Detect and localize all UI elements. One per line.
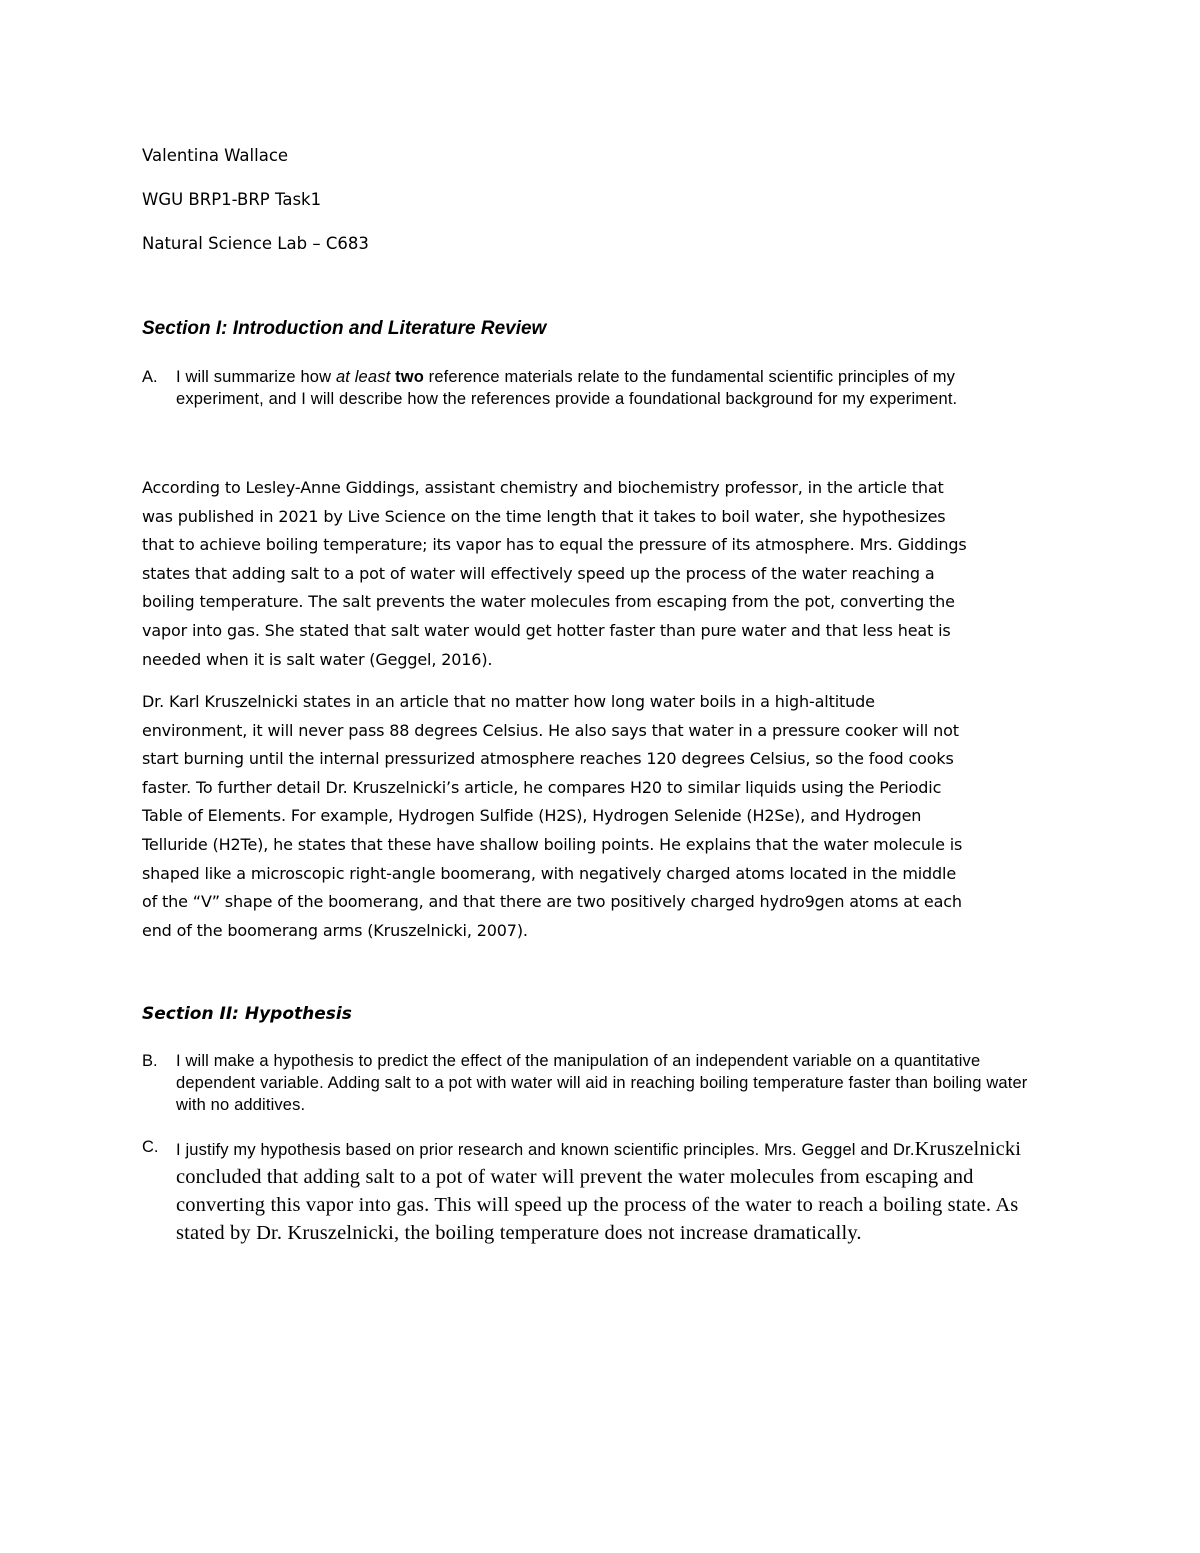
item-a-text-bold: two bbox=[390, 368, 424, 386]
paragraph-line: According to Lesley-Anne Giddings, assistant chemistry and biochemistry professor, in the article that bbox=[142, 478, 944, 497]
paragraph-giddings bbox=[142, 474, 1062, 674]
section-1-title: Section I: Introduction and Literature Review bbox=[142, 318, 547, 339]
paragraph-line: faster. To further detail Dr. Kruszelnicki’s article, he compares H20 to similar liquids using the Periodic bbox=[142, 777, 942, 797]
paragraph-line: Table of Elements. For example, Hydrogen Sulfide (H2S), Hydrogen Selenide (H2Se), and Hydrogen bbox=[142, 806, 922, 826]
list-marker-a: A. bbox=[142, 368, 158, 386]
paragraph-line: of the “V” shape of the boomerang, and that there are two positively charged hydro9gen atoms at each bbox=[142, 892, 962, 912]
paragraph-line: environment, it will never pass 88 degrees Celsius. He also says that water in a pressure cooker will not bbox=[142, 720, 959, 740]
item-a-text-pre: I will summarize how bbox=[176, 368, 336, 386]
item-c-text-serif: Kruszelnicki concluded that adding salt to a pot of water will prevent the water molecules from escaping and converting this vapor into gas. This will speed up the process of the water to reach a boiling state. As stated by Dr. Kruszelnicki, the boiling temperature does not increase dramatically. bbox=[176, 1138, 1022, 1244]
paragraph-line: states that adding salt to a pot of water will effectively speed up the process of the water reaching a bbox=[142, 563, 935, 583]
list-item-c-text bbox=[176, 1136, 1042, 1248]
paragraph-line: Telluride (H2Te), he states that these have shallow boiling points. He explains that the water molecule is bbox=[142, 834, 963, 854]
item-a-text-post: reference materials relate to the fundamental scientific principles of my experiment, and I will describe how the references provide a foundational background for my experiment. bbox=[176, 368, 958, 408]
paragraph-line: shaped like a microscopic right-angle boomerang, with negatively charged atoms located in the middle bbox=[142, 863, 957, 883]
list-item-a-text bbox=[176, 366, 1042, 410]
paragraph-line: needed when it is salt water (Geggel, 2016). bbox=[142, 649, 493, 669]
paragraph-line: boiling temperature. The salt prevents the water molecules from escaping from the pot, converting the bbox=[142, 592, 955, 612]
paragraph-line: vapor into gas. She stated that salt water would get hotter faster than pure water and that less heat is bbox=[142, 620, 951, 640]
lab-title: Natural Science Lab – C683 bbox=[142, 234, 369, 253]
paragraph-line: Dr. Karl Kruszelnicki states in an article that no matter how long water boils in a high-altitude bbox=[142, 692, 875, 711]
list-item-b-text: I will make a hypothesis to predict the effect of the manipulation of an independent variable on a quantitative dependent variable. Adding salt to a pot with water will aid in reaching boiling temperature faster than boiling water with no additives. bbox=[176, 1052, 1028, 1114]
list-marker-c: C. bbox=[142, 1138, 159, 1156]
list-item-a bbox=[142, 366, 1042, 410]
author-name: Valentina Wallace bbox=[142, 146, 289, 165]
paragraph-line: start burning until the internal pressurized atmosphere reaches 120 degrees Celsius, so the food cooks bbox=[142, 749, 954, 769]
item-a-text-italic: at least bbox=[335, 368, 391, 386]
paragraph-line: end of the boomerang arms (Kruszelnicki, 2007). bbox=[142, 920, 528, 940]
course-code: WGU BRP1-BRP Task1 bbox=[142, 190, 322, 209]
list-item-c bbox=[142, 1136, 1042, 1248]
paragraph-kruszelnicki bbox=[142, 688, 1062, 945]
list-marker-b: B. bbox=[142, 1052, 158, 1070]
paragraph-line: was published in 2021 by Live Science on the time length that it takes to boil water, she hypothesizes bbox=[142, 506, 946, 526]
list-item-b bbox=[142, 1050, 1042, 1116]
item-c-text-sans: I justify my hypothesis based on prior research and known scientific principles. Mrs. Geggel and Dr. bbox=[176, 1141, 915, 1159]
section-2-title: Section II: Hypothesis bbox=[142, 1004, 352, 1024]
paragraph-line: that to achieve boiling temperature; its vapor has to equal the pressure of its atmosphere. Mrs. Giddings bbox=[142, 535, 967, 555]
